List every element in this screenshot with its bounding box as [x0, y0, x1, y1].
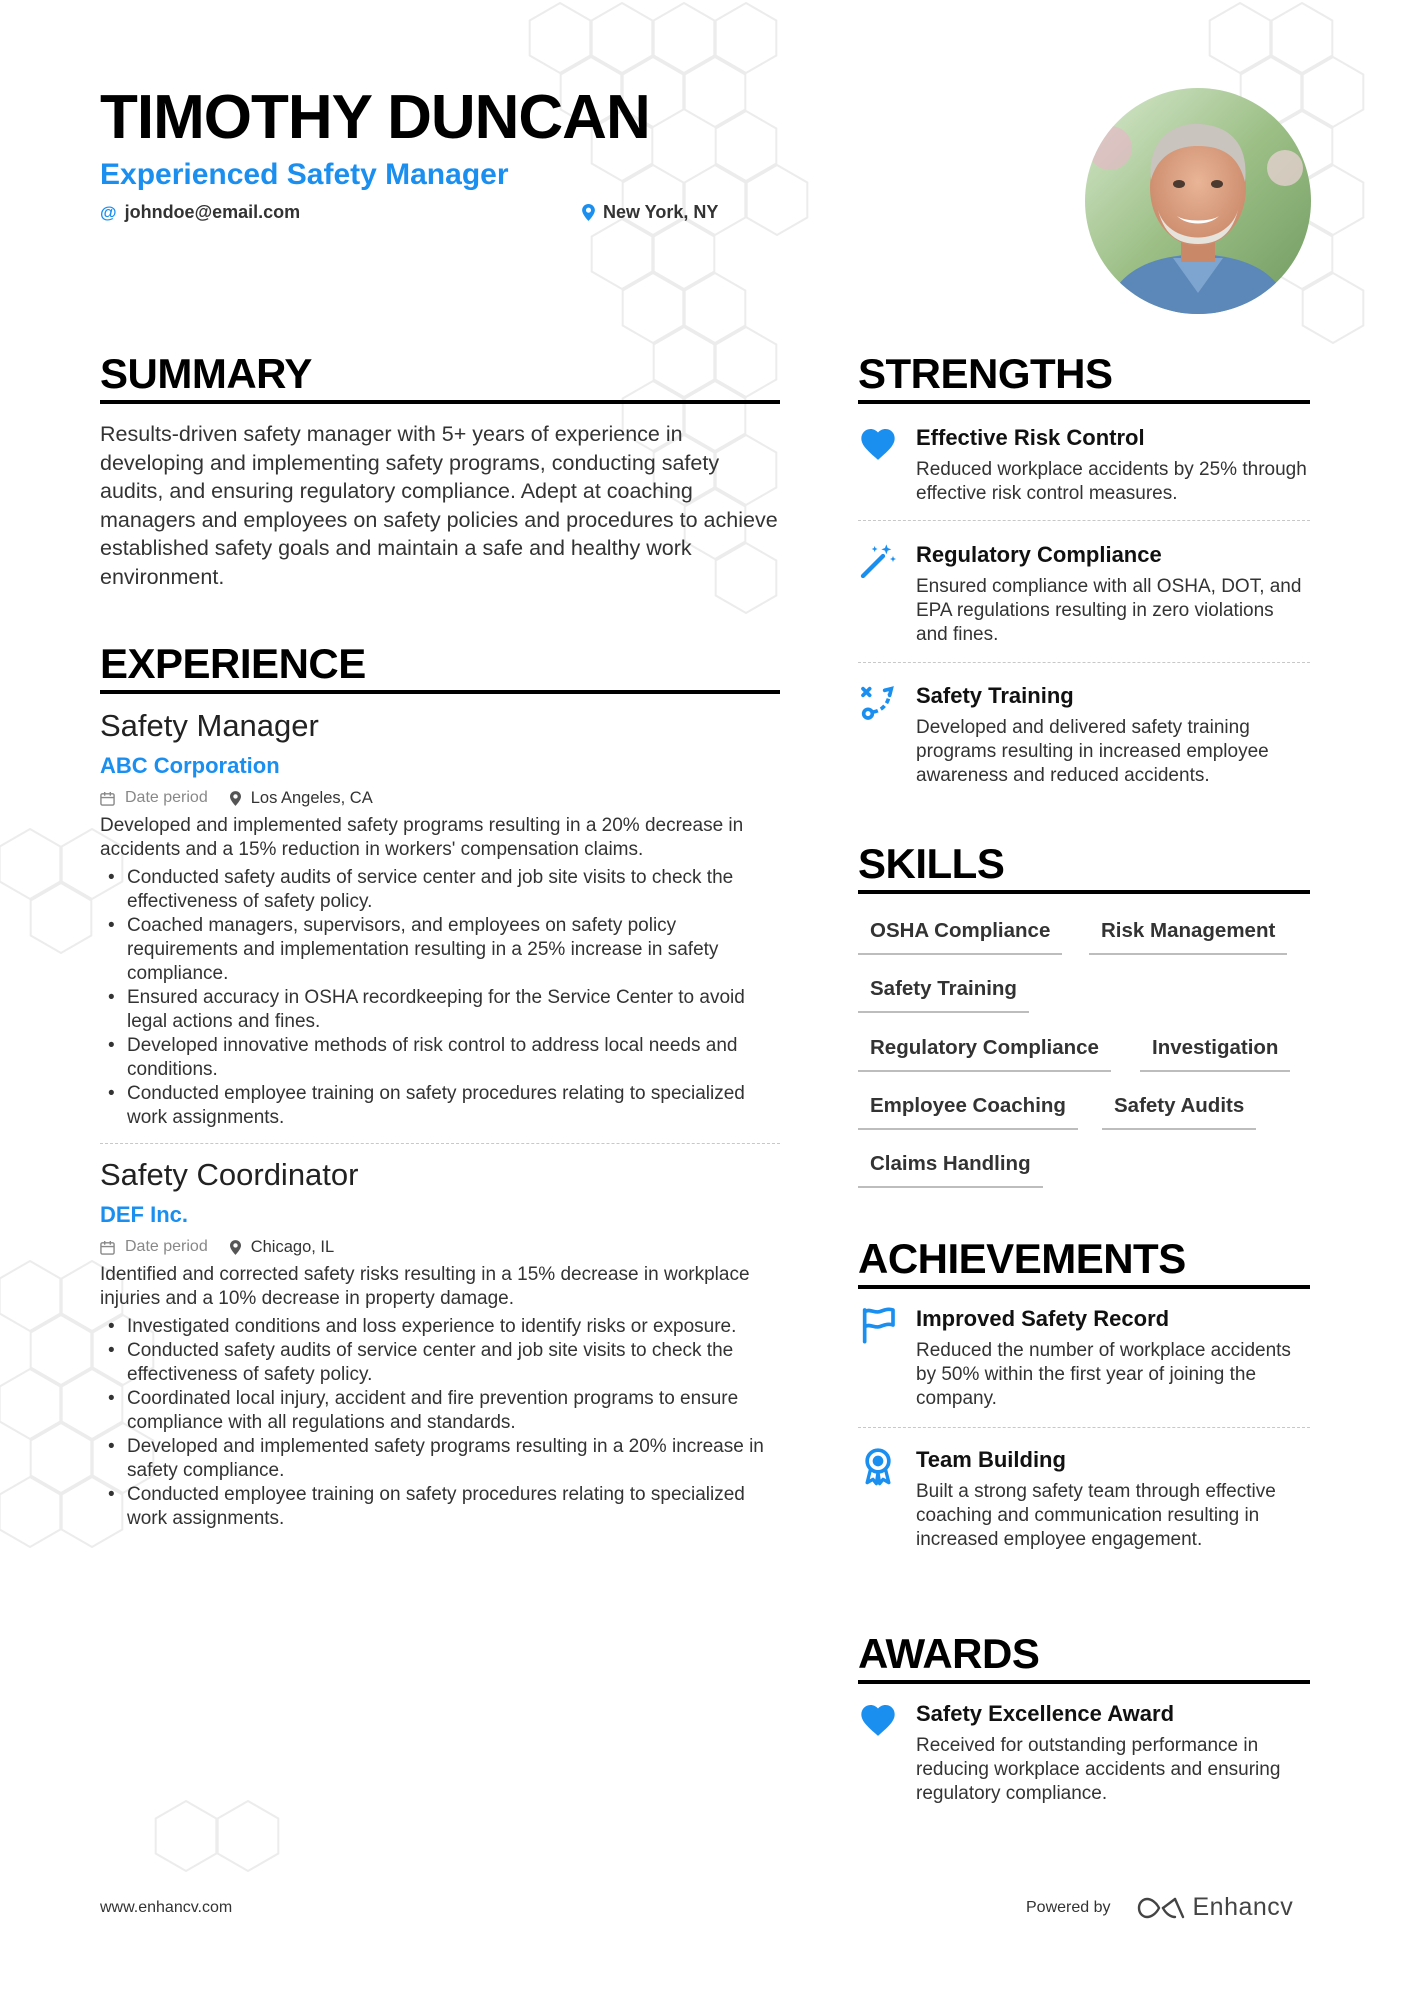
skills-heading: SKILLS [858, 840, 1005, 887]
heart-icon [858, 1700, 898, 1740]
job-period: Date period [125, 789, 208, 806]
list-item: • Coordinated local injury, accident and fire prevention programs to ensure compliance with all regulations and standards. [100, 1387, 780, 1435]
awards-heading: AWARDS [858, 1630, 1040, 1677]
brand-name: Enhancv [1192, 1893, 1294, 1921]
strength-item [858, 682, 1310, 788]
avatar [1085, 88, 1311, 314]
footer-branding [1026, 1893, 1293, 1922]
at-sign-icon: @ [100, 202, 117, 222]
award-item [858, 1700, 1310, 1806]
list-item: • Investigated conditions and loss experience to identify risks or exposure. [100, 1315, 780, 1339]
award-title: Safety Excellence Award [916, 1701, 1175, 1726]
job-meta [100, 1235, 780, 1259]
experience-rule [100, 690, 780, 694]
email-contact[interactable] [100, 202, 300, 223]
list-item: • Conducted employee training on safety procedures relating to specialized work assignments. [100, 1082, 780, 1130]
list-item: • Coached managers, supervisors, and employees on safety policy requirements and implementation resulting in a 25% increase in safety compliance. [100, 914, 780, 986]
flag-icon [858, 1305, 898, 1345]
achievement-title: Improved Safety Record [916, 1306, 1170, 1331]
footer-website[interactable]: www.enhancv.com [100, 1899, 233, 1916]
achievements-rule [858, 1285, 1310, 1289]
job-period: Date period [125, 1238, 208, 1255]
achievement-item [858, 1305, 1310, 1411]
strength-title: Effective Risk Control [916, 425, 1145, 450]
skill-tag: Investigation [1140, 1036, 1290, 1072]
list-item: • Conducted safety audits of service center and job site visits to check the effectiveness of safety policy. [100, 1339, 780, 1387]
job-company: DEF Inc. [100, 1202, 189, 1227]
awards-rule [858, 1680, 1310, 1684]
experience-heading: EXPERIENCE [100, 640, 366, 687]
job-role: Safety Coordinator [100, 1157, 359, 1192]
strategy-icon [858, 682, 898, 722]
award-description: Received for outstanding performance in reducing workplace accidents and ensuring regulatory compliance. [916, 1735, 1281, 1804]
strength-divider [858, 520, 1310, 521]
job-entry [100, 1155, 780, 1531]
job-description: Identified and corrected safety risks resulting in a 15% decrease in workplace injuries and a 10% decrease in property damage. [100, 1264, 750, 1309]
strengths-heading: STRENGTHS [858, 350, 1113, 397]
job-role: Safety Manager [100, 708, 319, 743]
strength-divider [858, 662, 1310, 663]
strength-title: Safety Training [916, 683, 1074, 708]
map-pin-icon [230, 1240, 241, 1255]
skill-tag: Safety Training [858, 977, 1029, 1013]
job-bullets [100, 1315, 780, 1531]
powered-by-label: Powered by [1026, 1898, 1111, 1916]
candidate-title: Experienced Safety Manager [100, 158, 509, 191]
skill-tag: Employee Coaching [858, 1094, 1078, 1130]
achievement-item [858, 1446, 1310, 1552]
achievement-description: Built a strong safety team through effective coaching and communication resulting in increased employee engagement. [916, 1481, 1276, 1550]
summary-rule [100, 400, 780, 404]
calendar-icon [100, 1240, 115, 1255]
skill-tag: Risk Management [1089, 919, 1287, 955]
candidate-name: TIMOTHY DUNCAN [100, 83, 650, 152]
list-item: • Conducted employee training on safety procedures relating to specialized work assignments. [100, 1483, 780, 1531]
job-location: Chicago, IL [250, 1238, 335, 1256]
skill-tag: Regulatory Compliance [858, 1036, 1111, 1072]
achievement-divider [858, 1427, 1310, 1428]
skill-tag: Safety Audits [1102, 1094, 1256, 1130]
location-contact [582, 202, 718, 223]
skill-tag: Claims Handling [858, 1152, 1043, 1188]
job-bullets [100, 866, 780, 1130]
magic-wand-icon [858, 541, 898, 581]
job-meta [100, 786, 780, 810]
achievement-description: Reduced the number of workplace accidents by 50% within the first year of joining the company. [916, 1340, 1291, 1409]
award-ribbon-icon [858, 1446, 898, 1486]
achievements-heading: ACHIEVEMENTS [858, 1235, 1186, 1282]
location-text: New York, NY [603, 202, 719, 222]
email-text: johndoe@email.com [124, 202, 301, 222]
strength-title: Regulatory Compliance [916, 542, 1162, 567]
enhancv-logo-icon [1137, 1896, 1185, 1920]
list-item: • Developed and implemented safety programs resulting in a 20% increase in safety compliance. [100, 1435, 780, 1483]
list-item: • Developed innovative methods of risk control to address local needs and conditions. [100, 1034, 780, 1082]
skill-tag: OSHA Compliance [858, 919, 1062, 955]
list-item: • Ensured accuracy in OSHA recordkeeping for the Service Center to avoid legal actions and fines. [100, 986, 780, 1034]
brand-logo[interactable] [1137, 1893, 1294, 1922]
calendar-icon [100, 791, 115, 806]
strength-description: Developed and delivered safety training programs resulting in increased employee awareness and reduced accidents. [916, 717, 1269, 786]
job-location: Los Angeles, CA [250, 789, 373, 807]
job-divider [100, 1143, 780, 1144]
strength-item [858, 424, 1310, 506]
strength-description: Reduced workplace accidents by 25% through effective risk control measures. [916, 459, 1307, 504]
strength-item [858, 541, 1310, 647]
map-pin-icon [230, 791, 241, 806]
job-entry [100, 706, 780, 1130]
heart-icon [858, 424, 898, 464]
skills-rule [858, 890, 1310, 894]
summary-text: Results-driven safety manager with 5+ years of experience in developing and implementing safety programs, conducting safety audits, and ensuring regulatory compliance. Adept at coaching managers and employees on safety policies and procedures to achieve established safety goals and maintain a safe and healthy work environment. [100, 422, 778, 589]
map-pin-icon [582, 204, 595, 221]
strengths-rule [858, 400, 1310, 404]
list-item: • Conducted safety audits of service center and job site visits to check the effectiveness of safety policy. [100, 866, 780, 914]
achievement-title: Team Building [916, 1447, 1066, 1472]
summary-heading: SUMMARY [100, 350, 312, 397]
job-company: ABC Corporation [100, 753, 280, 778]
strength-description: Ensured compliance with all OSHA, DOT, and EPA regulations resulting in zero violations and fines. [916, 576, 1302, 645]
job-description: Developed and implemented safety programs resulting in a 20% decrease in accidents and a 15% reduction in workers' compensation claims. [100, 815, 744, 860]
